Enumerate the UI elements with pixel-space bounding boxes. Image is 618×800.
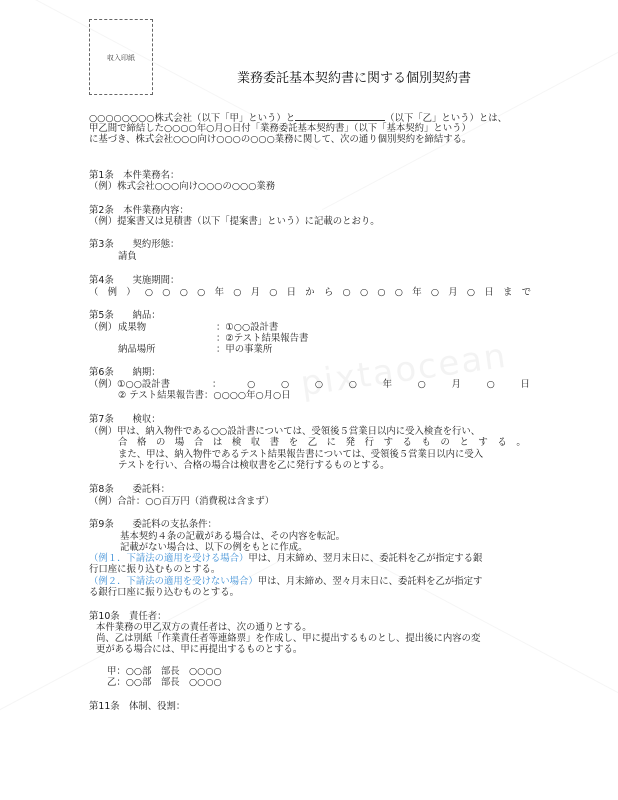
article-7-line-2 bbox=[118, 437, 526, 448]
spread-char: ） bbox=[126, 287, 136, 298]
spread-char: 日 bbox=[520, 379, 530, 390]
spread-char: ○ bbox=[162, 287, 171, 298]
article-3-heading: 第3条 契約形態： bbox=[89, 239, 180, 250]
spread-char: 行 bbox=[364, 437, 374, 448]
article-6-example-1: （例）①○○設計書 bbox=[89, 379, 171, 390]
spread-char: ○ bbox=[280, 379, 290, 390]
spread-char: 場 bbox=[174, 437, 185, 448]
spread-char: る bbox=[402, 437, 412, 448]
article-1-text: （例）株式会社○○○向け○○○の○○○業務 bbox=[89, 181, 276, 192]
article-11-heading: 第11条 体制、役割： bbox=[89, 701, 186, 712]
article-7-line-3: また、甲は、納入物件であるテスト結果報告書については、受領後５営業日以内に受入 bbox=[118, 449, 484, 460]
spread-char: （ bbox=[89, 287, 99, 298]
intro-line-3: に基づき、株式会社○○○向け○○○の○○○業務に関して、次の通り個別契約を締結する。 bbox=[89, 134, 472, 145]
article-5-item-place: 納品場所 bbox=[118, 344, 156, 355]
article-7-heading: 第7条 検収： bbox=[89, 414, 161, 425]
spread-char: に bbox=[326, 437, 337, 448]
article-3-text: 請負 bbox=[118, 251, 137, 262]
spread-char: す bbox=[383, 437, 393, 448]
article-5-value-2: ：②テスト結果報告書 bbox=[216, 333, 309, 344]
spread-char: 日 bbox=[484, 287, 494, 298]
spread-char: 乙 bbox=[307, 437, 318, 448]
article-1-heading: 第1条 本件業務名： bbox=[89, 170, 180, 181]
spread-char: ○ bbox=[233, 287, 242, 298]
spread-char: ○ bbox=[466, 287, 476, 298]
spread-char: 。 bbox=[516, 437, 526, 448]
spread-char: ま bbox=[502, 287, 513, 298]
article-9-example-2 bbox=[89, 576, 482, 587]
article-7-line-1: （例）甲は、納入物件である○○設計書については、受領後５営業日以内に受入検査を行い、 bbox=[89, 426, 481, 437]
spread-char: 年 bbox=[214, 287, 224, 298]
spread-char: 月 bbox=[448, 287, 458, 298]
spread-char: で bbox=[521, 287, 531, 298]
article-6-date-1 bbox=[212, 379, 530, 390]
spread-char: ○ bbox=[197, 287, 206, 298]
intro-line-2: 甲乙間で締結した○○○○年○月○日付「業務委託基本契約書」（以下「基本契約」という） bbox=[89, 123, 471, 134]
spread-char: か bbox=[305, 287, 315, 298]
article-10-heading: 第10条 責任者： bbox=[89, 611, 167, 622]
spread-char: ○ bbox=[144, 287, 154, 298]
spread-char: 年 bbox=[382, 379, 392, 390]
page-title: 業務委託基本契約書に関する個別契約書 bbox=[236, 71, 471, 86]
article-9-example-2-cont: る銀行口座に振り込むものとする。 bbox=[89, 587, 240, 598]
article-6-heading: 第6条 納期： bbox=[89, 367, 161, 378]
article-10-line-3: 更がある場合には、甲に再提出するものとする。 bbox=[96, 644, 303, 655]
spread-char: 年 bbox=[412, 287, 422, 298]
example-2-tag: （例２．下請法の適用を受けない場合） bbox=[89, 576, 258, 587]
intro-line-1a: ○○○○○○○○株式会社（以下「甲」という）と bbox=[89, 113, 296, 124]
article-9-example-1-cont: 行口座に振り込むものとする。 bbox=[89, 564, 221, 575]
article-4-period bbox=[89, 287, 531, 298]
article-10-line-1: 本件業務の甲乙双方の責任者は、次の通りとする。 bbox=[96, 622, 312, 633]
spread-char: 書 bbox=[269, 437, 280, 448]
intro-line-1b: （以下「乙」という）とは、 bbox=[385, 113, 507, 124]
article-10-party-b: 乙：○○部 部長 ○○○○ bbox=[107, 677, 222, 688]
article-5-item-deliverable: 成果物 bbox=[118, 322, 147, 333]
spread-char: 収 bbox=[250, 437, 261, 448]
article-7-line-4: テストを行い、合格の場合は検収書を乙に発行するものとする。 bbox=[118, 460, 390, 471]
article-2-text: （例）提案書又は見積書（以下「提案書」という）に記載のとおり。 bbox=[89, 216, 380, 227]
spread-char: ○ bbox=[394, 287, 403, 298]
article-2-heading: 第2条 本件業務内容： bbox=[89, 205, 189, 216]
stamp-label: 収入印紙 bbox=[107, 54, 135, 62]
spread-char: 格 bbox=[136, 437, 147, 448]
example-1-tag: （例１．下請法の適用を受ける場合） bbox=[89, 553, 249, 564]
spread-char: す bbox=[478, 437, 488, 448]
spread-char: の bbox=[440, 437, 450, 448]
article-9-line-2: 記載がない場合は、以下の例をもとに作成。 bbox=[120, 542, 308, 553]
spread-char: ○ bbox=[348, 379, 357, 390]
spread-char: ○ bbox=[377, 287, 386, 298]
article-5-value-3: ：甲の事業所 bbox=[216, 344, 273, 355]
article-5-example-label: （例） bbox=[89, 322, 118, 333]
spread-char: ： bbox=[212, 379, 222, 390]
spread-char: ○ bbox=[179, 287, 188, 298]
article-9-heading: 第9条 委託料の支払条件： bbox=[89, 519, 217, 530]
spread-char: ○ bbox=[430, 287, 440, 298]
article-10-party-a: 甲：○○部 部長 ○○○○ bbox=[107, 666, 222, 677]
spread-char: 例 bbox=[107, 287, 118, 298]
spread-char: 月 bbox=[451, 379, 461, 390]
spread-char: ら bbox=[323, 287, 334, 298]
spread-char: る bbox=[497, 437, 507, 448]
article-10-line-2: 尚、乙は別紙「作業責任者等連絡票」を作成し、甲に提出するものとし、提出後に内容の変 bbox=[96, 633, 481, 644]
spread-char: ○ bbox=[486, 379, 495, 390]
spread-char: 検 bbox=[231, 437, 242, 448]
spread-char: は bbox=[212, 437, 223, 448]
spread-char: 発 bbox=[345, 437, 356, 448]
spread-char: も bbox=[421, 437, 431, 448]
spread-char: ○ bbox=[314, 379, 324, 390]
spread-char: ○ bbox=[417, 379, 426, 390]
article-5-value-1: ：①○○設計書 bbox=[216, 322, 279, 333]
spread-char: ○ bbox=[359, 287, 369, 298]
spread-char: を bbox=[288, 437, 299, 448]
spread-char: と bbox=[459, 437, 469, 448]
article-6-example-2: ② テスト結果報告書：○○○○年○月○日 bbox=[118, 390, 291, 401]
article-8-heading: 第8条 委託料： bbox=[89, 484, 170, 495]
spread-char: 日 bbox=[286, 287, 297, 298]
spread-char: 合 bbox=[118, 437, 128, 448]
spread-char: ○ bbox=[342, 287, 351, 298]
article-5-heading: 第5条 納品： bbox=[89, 310, 161, 321]
party-b-blank bbox=[295, 111, 385, 121]
article-9-line-1: 基本契約４条の記載がある場合は、その内容を転記。 bbox=[120, 531, 346, 542]
spread-char: 月 bbox=[250, 287, 260, 298]
example-1-text: 甲は、月末締め、翌月末日に、委託料を乙が指定する銀 bbox=[248, 553, 483, 564]
article-8-text: （例）合計：○○百万円（消費税は含まず） bbox=[89, 496, 275, 507]
spread-char: の bbox=[155, 437, 166, 448]
spread-char: 合 bbox=[193, 437, 204, 448]
example-2-text: 甲は、月末締め、翌々月末日に、委託料を乙が指定す bbox=[257, 576, 483, 587]
article-9-example-1 bbox=[89, 553, 482, 564]
spread-char: ○ bbox=[269, 287, 278, 298]
spread-char: ○ bbox=[247, 379, 256, 390]
article-4-heading: 第4条 実施期間： bbox=[89, 275, 180, 286]
